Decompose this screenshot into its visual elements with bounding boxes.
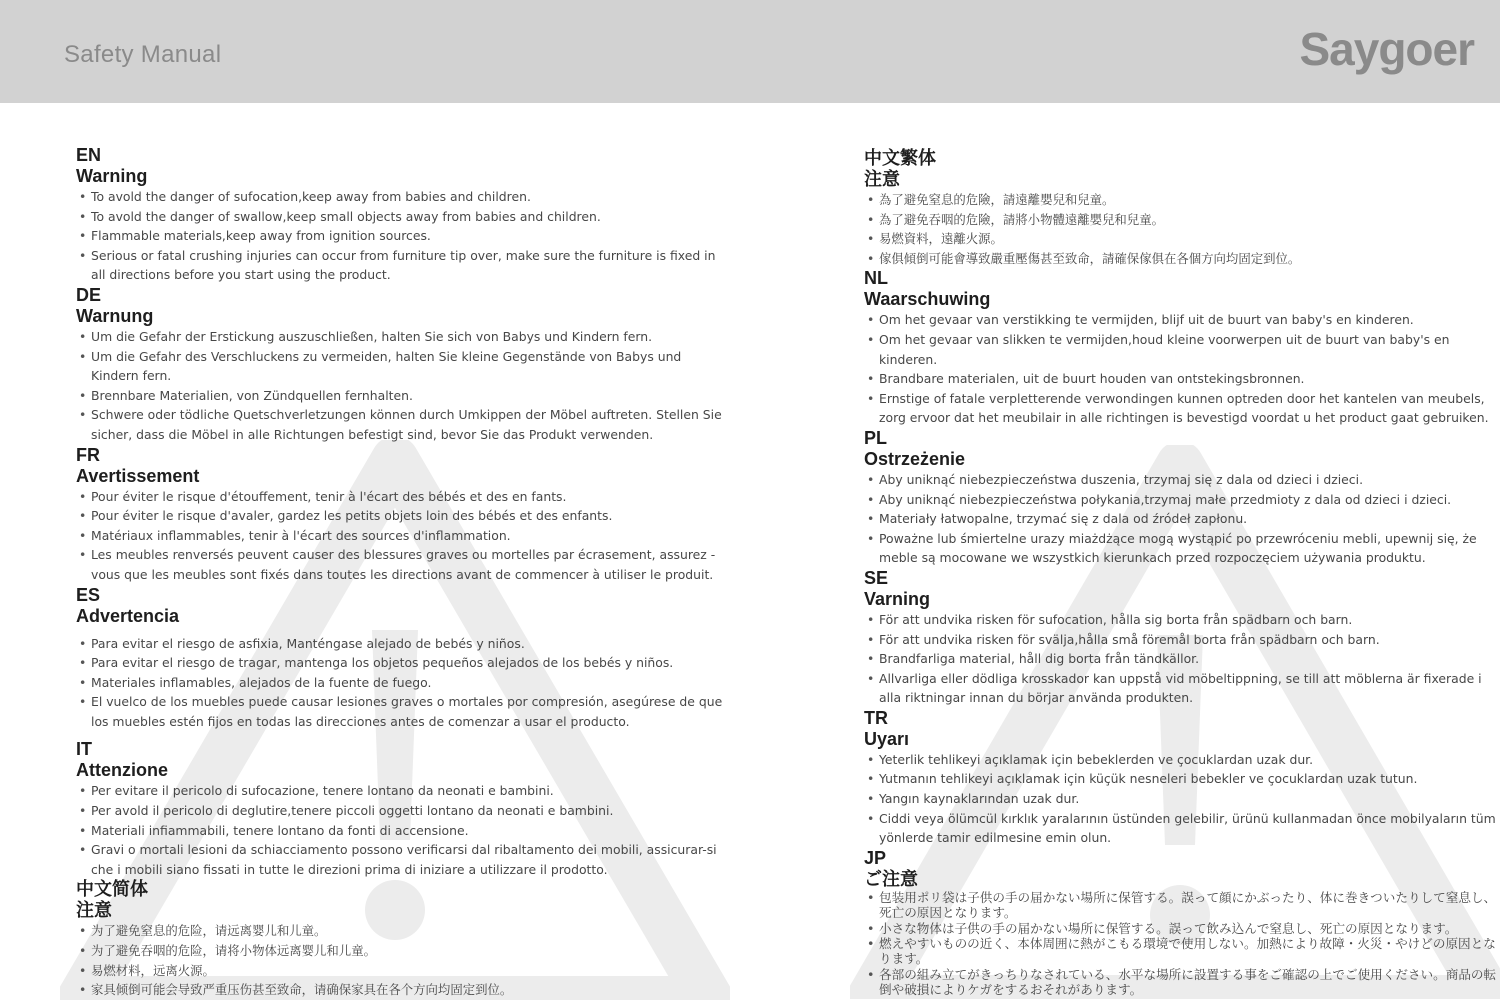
language-code: SE <box>864 567 889 588</box>
header-bar <box>0 0 1500 103</box>
warning-item: • Brandfarliga material, håll dig borta från tändkällor. <box>864 649 1500 669</box>
warning-item: • Per evitare il pericolo di sufocazione, tenere lontano da neonati e bambini. <box>76 781 726 801</box>
warning-list <box>76 187 726 285</box>
warning-item: • Aby uniknąć niebezpieczeństwa połykania,trzymaj małe przedmioty z dala od dzieci i dzieci. <box>864 490 1500 510</box>
section-4 <box>76 739 726 879</box>
section-heading: Ostrzeżenie <box>864 448 966 469</box>
warning-item: • Um die Gefahr des Verschluckens zu vermeiden, halten Sie kleine Gegenstände von Babys und Kindern fern. <box>76 347 726 386</box>
section-3 <box>76 585 726 732</box>
warning-item: • För att undvika risken för svälja,hålla små föremål borta från spädbarn och barn. <box>864 630 1500 650</box>
brand-logo: Saygoer <box>1299 23 1474 75</box>
warning-item: • El vuelco de los muebles puede causar lesiones graves o mortales por compresión, asegúrese de que los muebles estén fijos en todas las direcciones antes de comenzar a usar el producto. <box>76 692 726 731</box>
warning-item: • Ciddi veya ölümcül kırklık yaralarının üstünden gelebilir, ürünü kullanmadan önce mobilyaların tüm yönlerde tamir edilmesine emin olun. <box>864 809 1500 848</box>
section-heading: Waarschuwing <box>864 289 991 310</box>
warning-item: • Materiały łatwopalne, trzymać się z dala od źródeł zapłonu. <box>864 509 1500 529</box>
section-heading: Advertencia <box>76 605 180 626</box>
warning-item: • Brennbare Materialien, von Zündquellen fernhalten. <box>76 386 726 406</box>
warning-item: • 家具倾倒可能会导致严重压伤甚至致命，请确保家具在各个方向均固定到位。 <box>76 980 726 1000</box>
warning-item: • Brandbare materialen, uit de buurt houden van ontstekingsbronnen. <box>864 369 1500 389</box>
section-3 <box>864 568 1500 708</box>
warning-item: • Aby uniknąć niebezpieczeństwa duszenia, trzymaj się z dala od dzieci i dzieci. <box>864 470 1500 490</box>
warning-item: • Schwere oder tödliche Quetschverletzungen können durch Umkippen der Möbel auftreten. Stellen Sie sicher, dass die Möbel in alle Richtungen befestigt sind, bevor Sie das Produkt verwenden. <box>76 405 726 444</box>
language-code: PL <box>864 427 888 448</box>
section-5 <box>76 879 726 999</box>
warning-list <box>76 327 726 445</box>
warning-item: • Om het gevaar van slikken te vermijden,houd kleine voorwerpen uit de buurt van baby's en kinderen. <box>864 330 1500 369</box>
warning-item: • 易燃材料，远离火源。 <box>76 961 726 981</box>
warning-item: • Serious or fatal crushing injuries can occur from furniture tip over, make sure the furniture is fixed in all directions before you start using the product. <box>76 246 726 285</box>
warning-item: • To avold the danger of swallow,keep small objects away from babies and children. <box>76 207 726 227</box>
warning-item: • 为了避免吞咽的危险，请将小物体远离婴儿和儿童。 <box>76 941 726 961</box>
warning-item: • 为了避免窒息的危险，请远离婴儿和儿童。 <box>76 921 726 941</box>
warning-item: • 各部の組み立てがきっちりなされている、水平な場所に設置する事をご確認の上でご使用ください。商品の転倒や破損によりケガをするおそれがあります。 <box>864 967 1500 998</box>
warning-item: • 小さな物体は子供の手の届かない場所に保管する。誤って飲み込んで窒息し、死亡の原因となります。 <box>864 921 1500 936</box>
warning-list <box>76 781 726 879</box>
warning-list <box>864 310 1500 428</box>
warning-item: • 為了避免吞咽的危險，請將小物體遠離嬰兒和兒童。 <box>864 210 1500 230</box>
warning-item: • Per avold il pericolo di deglutire,tenere piccoli oggetti lontano da neonati e bambini. <box>76 801 726 821</box>
warning-item: • Flammable materials,keep away from ignition sources. <box>76 226 726 246</box>
warning-item: • Yeterlik tehlikeyi açıklamak için bebeklerden ve çocuklardan uzak dur. <box>864 750 1500 770</box>
language-code: IT <box>76 739 92 760</box>
warning-item: • Gravi o mortali lesioni da schiacciamento possono verificarsi dal ribaltamento dei mobili, assicurar-si che i mobili siano fissati in tutte le direzioni prima di iniziare a utilizzare il prodotto. <box>76 840 726 879</box>
section-heading: Uyarı <box>864 728 910 749</box>
warning-item: • Um die Gefahr der Erstickung auszuschließen, halten Sie sich von Babys und Kindern fern. <box>76 327 726 347</box>
section-0 <box>76 145 726 285</box>
warning-item: • 傢俱傾倒可能會導致嚴重壓傷甚至致命，請確保傢俱在各個方向均固定到位。 <box>864 249 1500 269</box>
section-heading: Warnung <box>76 305 154 326</box>
section-1 <box>864 268 1500 428</box>
language-code: ES <box>76 584 101 605</box>
language-code: NL <box>864 268 888 289</box>
language-code: EN <box>76 145 102 165</box>
warning-item: • Materiali infiammabili, tenere lontano da fonti di accensione. <box>76 821 726 841</box>
section-heading: Avertissement <box>76 465 200 486</box>
warning-item: • Yutmanın tehlikeyi açıklamak için küçük nesneleri bebekler ve çocuklardan uzak tutun. <box>864 769 1500 789</box>
warning-item: • Yangın kaynaklarından uzak dur. <box>864 789 1500 809</box>
language-code: TR <box>864 707 888 728</box>
section-heading: Attenzione <box>76 760 168 781</box>
warning-list <box>864 610 1500 708</box>
left-column <box>76 145 726 1000</box>
warning-item: • Materiales inflamables, alejados de la fuente de fuego. <box>76 673 726 693</box>
page-title: Safety Manual <box>64 41 222 68</box>
warning-item: • Les meubles renversés peuvent causer des blessures graves ou mortelles par écrasement, assurez - vous que les meubles sont fixés dans toutes les directions avant de commencer à utiliser le produit. <box>76 545 726 584</box>
warning-item: • Para evitar el riesgo de tragar, mantenga los objetos pequeños alejados de los bebés y niños. <box>76 653 726 673</box>
warning-item: • Poważne lub śmiertelne urazy miażdżące mogą wystąpić po przewróceniu mebli, upewnij się, że meble są mocowane we wszystkich kierunkach przed rozpoczęciem używania produktu. <box>864 529 1500 568</box>
section-1 <box>76 285 726 445</box>
warning-item: • Allvarliga eller dödliga krosskador kan uppstå vid möbeltippning, se till att möblerna är fixerade i alla riktningar innan du börjar använda produkten. <box>864 669 1500 708</box>
language-code: DE <box>76 284 102 305</box>
warning-item: • Om het gevaar van verstikking te vermijden, blijf uit de buurt van baby's en kinderen. <box>864 310 1500 330</box>
warning-item: • Para evitar el riesgo de asfixia, Manténgase alejado de bebés y niños. <box>76 634 726 654</box>
warning-item: • 包装用ポリ袋は子供の手の届かない場所に保管する。誤って顔にかぶったり、体に巻きついたりして窒息し、死亡の原因となります。 <box>864 890 1500 921</box>
warning-list <box>864 750 1500 848</box>
warning-list <box>76 487 726 585</box>
section-heading: Varning <box>864 588 931 609</box>
language-code: 中文简体 <box>76 879 148 900</box>
section-2 <box>76 445 726 585</box>
warning-list <box>864 190 1500 268</box>
warning-item: • Pour éviter le risque d'étouffement, tenir à l'écart des bébés et des en fants. <box>76 487 726 507</box>
warning-item: • To avold the danger of sufocation,keep away from babies and children. <box>76 187 726 207</box>
section-5 <box>864 848 1500 998</box>
section-heading: ご注意 <box>864 868 918 889</box>
warning-list <box>864 470 1500 568</box>
section-4 <box>864 708 1500 848</box>
right-column <box>864 145 1500 998</box>
warning-list <box>76 921 726 999</box>
warning-item: • 燃えやすいものの近く、本体周囲に熱がこもる環境で使用しない。加熱により故障・火災・やけどの原因となります。 <box>864 936 1500 967</box>
warning-list <box>864 890 1500 998</box>
language-code: 中文繁体 <box>864 148 936 168</box>
warning-item: • Pour éviter le risque d'avaler, gardez les petits objets loin des bébés et des enfants. <box>76 506 726 526</box>
section-heading: 注意 <box>864 169 900 189</box>
section-2 <box>864 428 1500 568</box>
warning-item: • För att undvika risken för sufocation, hålla sig borta från spädbarn och barn. <box>864 610 1500 630</box>
warning-item: • 易燃資料，遠離火源。 <box>864 229 1500 249</box>
warning-item: • Ernstige of fatale verpletterende verwondingen kunnen optreden door het kantelen van meubels, zorg ervoor dat het meubilair in alle richtingen is bevestigd voordat u het product gaat gebruiken. <box>864 389 1500 428</box>
section-0 <box>864 148 1500 268</box>
warning-item: • Matériaux inflammables, tenir à l'écart des sources d'inflammation. <box>76 526 726 546</box>
language-code: JP <box>864 847 887 868</box>
warning-item: • 為了避免窒息的危險，請遠離嬰兒和兒童。 <box>864 190 1500 210</box>
section-heading: Warning <box>76 166 148 186</box>
language-code: FR <box>76 444 100 465</box>
warning-list <box>76 634 726 732</box>
section-heading: 注意 <box>76 900 112 921</box>
